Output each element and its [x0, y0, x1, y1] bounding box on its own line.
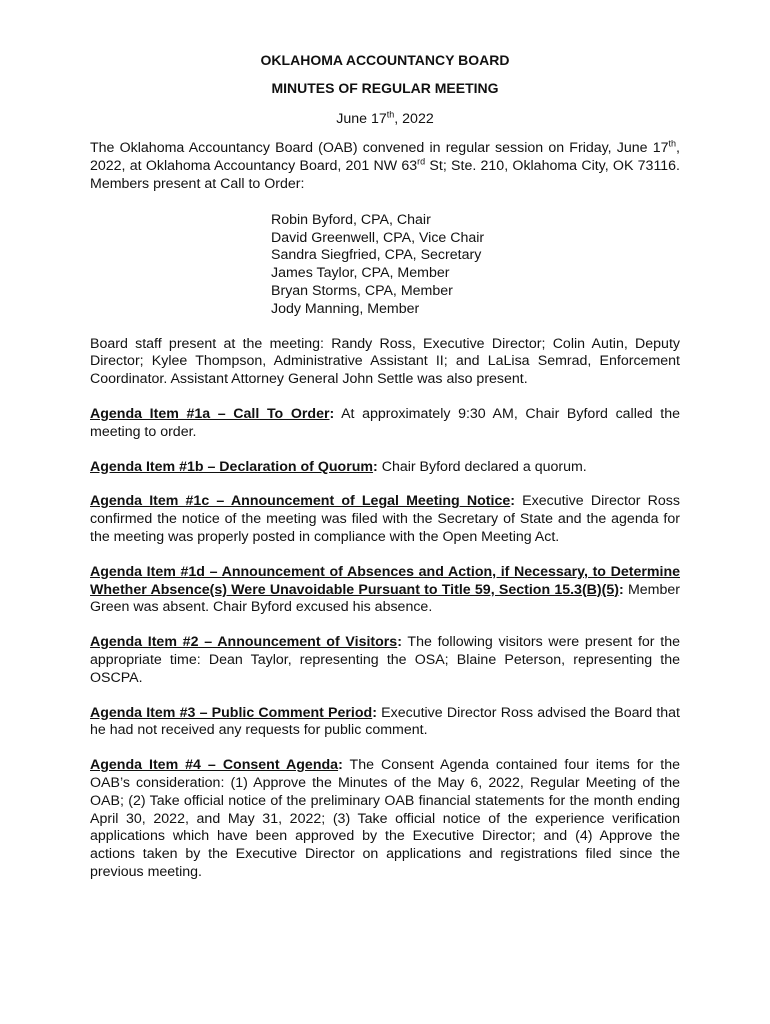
agenda-item-label: Agenda Item #4 – Consent Agenda — [90, 757, 339, 774]
agenda-item-label: Agenda Item #1c – Announcement of Legal Meeting Notice — [90, 493, 511, 510]
agenda-item-4: Agenda Item #4 – Consent Agenda: The Consent Agenda contained four items for the OAB’s consideration: (1) Approve the Minutes of the May 6, 2022, Regular Meeting of the OAB; (2) Take official notice of the preliminary OAB financial statements for the month ending April 30, 2022, and May 31, 2022; (3) Take official notice of the experience verification applications which have been approved by the Executive Director; and (4) Approve the actions taken by the Executive Director on applications and registrations filed since the previous meeting. — [90, 757, 681, 880]
member-entry: Sandra Siegfried, CPA, Secretary — [271, 247, 482, 264]
agenda-item-1d: Agenda Item #1d – Announcement of Absences and Action, if Necessary, to Determine Whether Absence(s) Were Unavoidable Pursuant to Title 59, Section 15.3(B)(5): Member Green was absent. Chair Byford excused his absence. — [90, 563, 680, 616]
members-list — [271, 212, 680, 319]
member-entry: James Taylor, CPA, Member — [271, 265, 450, 282]
staff-paragraph: Board staff present at the meeting: Randy Ross, Executive Director; Colin Autin, Deputy Director; Kylee Thompson, Administrative Assistant II; and LaLisa Semrad, Enforcement Coordinator. Assistant Attorney General John Settle was also present. — [90, 335, 680, 388]
minutes-subtitle: MINUTES OF REGULAR MEETING — [271, 79, 499, 96]
agenda-item-label: Agenda Item #2 – Announcement of Visitors — [90, 634, 398, 651]
minutes-document — [90, 52, 680, 899]
agenda-item-label: Agenda Item #1d – Announcement of Absences and Action, if Necessary, to Determine Whether Absence(s) Were Unavoidable Pursuant to Title 59, Section 15.3(B)(5) — [90, 563, 680, 598]
agenda-item-1b: Agenda Item #1b – Declaration of Quorum: Chair Byford declared a quorum. — [90, 458, 587, 475]
agenda-item-3: Agenda Item #3 – Public Comment Period: Executive Director Ross advised the Board that he had not received any requests for public comment. — [90, 704, 680, 739]
agenda-item-label: Agenda Item #1b – Declaration of Quorum — [90, 458, 374, 475]
agenda-item-1a: Agenda Item #1a – Call To Order: At approximately 9:30 AM, Chair Byford called the meeting to order. — [90, 405, 680, 440]
agenda-item-label: Agenda Item #3 – Public Comment Period — [90, 704, 373, 721]
agenda-item-2: Agenda Item #2 – Announcement of Visitors: The following visitors were present for the appropriate time: Dean Taylor, representing the OSA; Blaine Peterson, representing the OSCPA. — [90, 634, 680, 686]
member-entry: Robin Byford, CPA, Chair — [271, 211, 431, 228]
member-entry: Jody Manning, Member — [271, 300, 420, 317]
meeting-date: June 17th, 2022 — [336, 108, 434, 127]
member-entry: Bryan Storms, CPA, Member — [271, 282, 453, 299]
agenda-item-label: Agenda Item #1a – Call To Order — [90, 405, 330, 422]
intro-paragraph: The Oklahoma Accountancy Board (OAB) convened in regular session on Friday, June 17th, 2022, at Oklahoma Accountancy Board, 201 NW 63rd St; Ste. 210, Oklahoma City, OK 73116. Members present at Call to Order: — [90, 138, 680, 192]
board-title: OKLAHOMA ACCOUNTANCY BOARD — [260, 52, 510, 68]
member-entry: David Greenwell, CPA, Vice Chair — [271, 229, 485, 246]
agenda-item-1c: Agenda Item #1c – Announcement of Legal Meeting Notice: Executive Director Ross confirmed the notice of the meeting was filed with the Secretary of State and the agenda for the meeting was properly posted in compliance with the Open Meeting Act. — [90, 493, 680, 545]
